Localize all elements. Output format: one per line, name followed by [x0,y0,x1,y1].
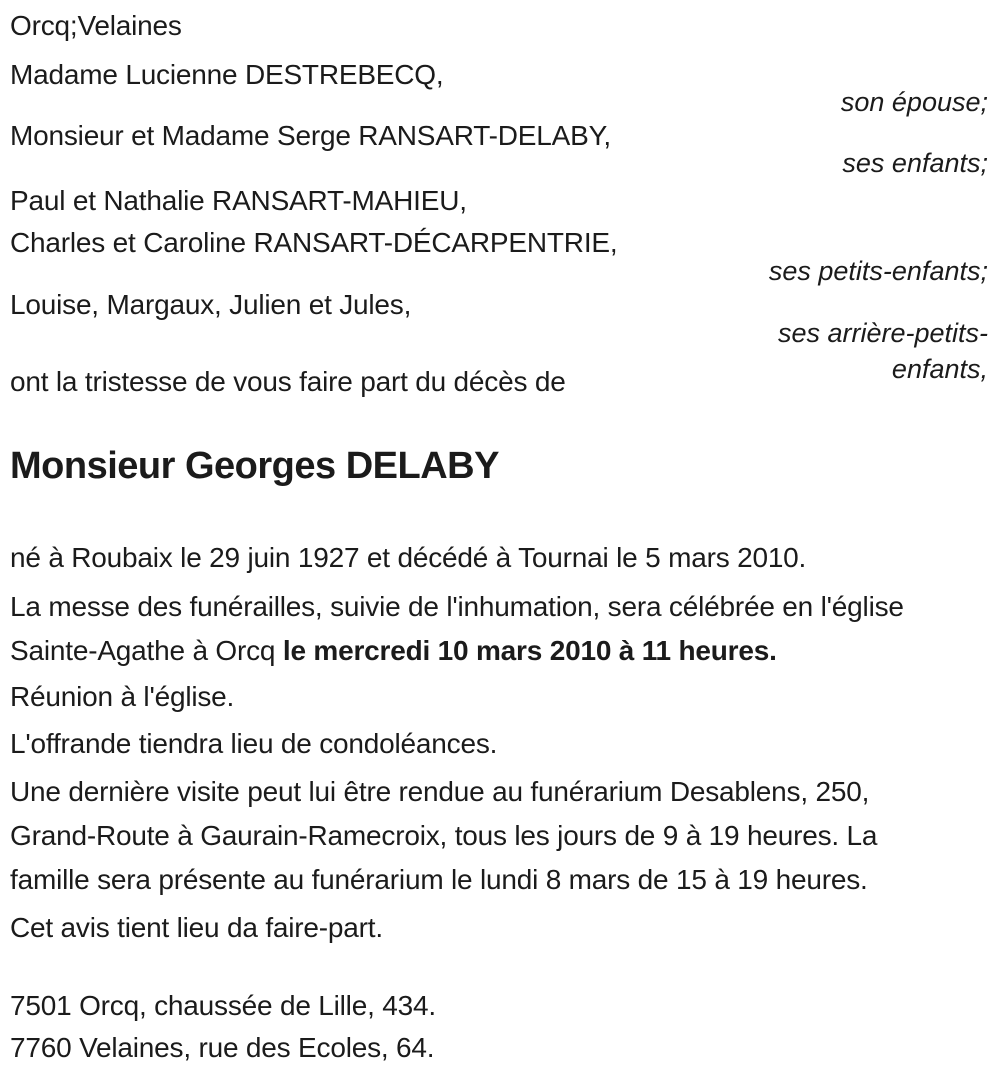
announcement-intro: ont la tristesse de vous faire part du décès de [10,366,566,397]
family-name-great-grandchildren: Louise, Margaux, Julien et Jules, [10,289,412,320]
condolences-line: L'offrande tiendra lieu de condoléances. [10,728,498,759]
deceased-name-heading: Monsieur Georges DELABY [10,445,499,487]
ceremony-line-2 [10,629,988,673]
family-relation-grandchildren: ses petits-enfants; [768,256,988,286]
visitation-line-2: Grand-Route à Gaurain-Ramecroix, tous les jours de 9 à 19 heures. La [10,820,878,851]
family-relation-children: ses enfants; [842,148,988,178]
ceremony-line-2-normal: Sainte-Agathe à Orcq [10,635,283,666]
visitation-paragraph [10,770,988,902]
notice-line: Cet avis tient lieu da faire-part. [10,912,383,943]
ceremony-line-1: La messe des funérailles, suivie de l'inhumation, sera célébrée en l'église [10,591,904,622]
family-relation-spouse: son épouse; [840,87,988,117]
addresses-block [10,985,988,1069]
family-name-spouse: Madame Lucienne DESTREBECQ, [10,59,444,90]
family-name-grandchild-1: Paul et Nathalie RANSART-MAHIEU, [10,185,467,216]
meeting-line: Réunion à l'église. [10,681,235,712]
locations-line: Orcq;Velaines [10,10,182,41]
ceremony-paragraph [10,585,988,673]
family-name-children: Monsieur et Madame Serge RANSART-DELABY, [10,120,612,151]
family-relation-great-grandchildren: ses arrière-petits-enfants, [777,318,988,384]
address-orcq: 7501 Orcq, chaussée de Lille, 434. [10,990,436,1021]
visitation-line-1: Une dernière visite peut lui être rendue au funérarium Desablens, 250, [10,776,870,807]
address-velaines: 7760 Velaines, rue des Ecoles, 64. [10,1032,435,1063]
family-name-grandchild-2: Charles et Caroline RANSART-DÉCARPENTRIE, [10,227,618,258]
visitation-line-3: famille sera présente au funérarium le lundi 8 mars de 15 à 19 heures. [10,864,868,895]
ceremony-date-bold: le mercredi 10 mars 2010 à 11 heures. [282,635,777,666]
life-dates-line: né à Roubaix le 29 juin 1927 et décédé à Tournai le 5 mars 2010. [10,542,807,573]
